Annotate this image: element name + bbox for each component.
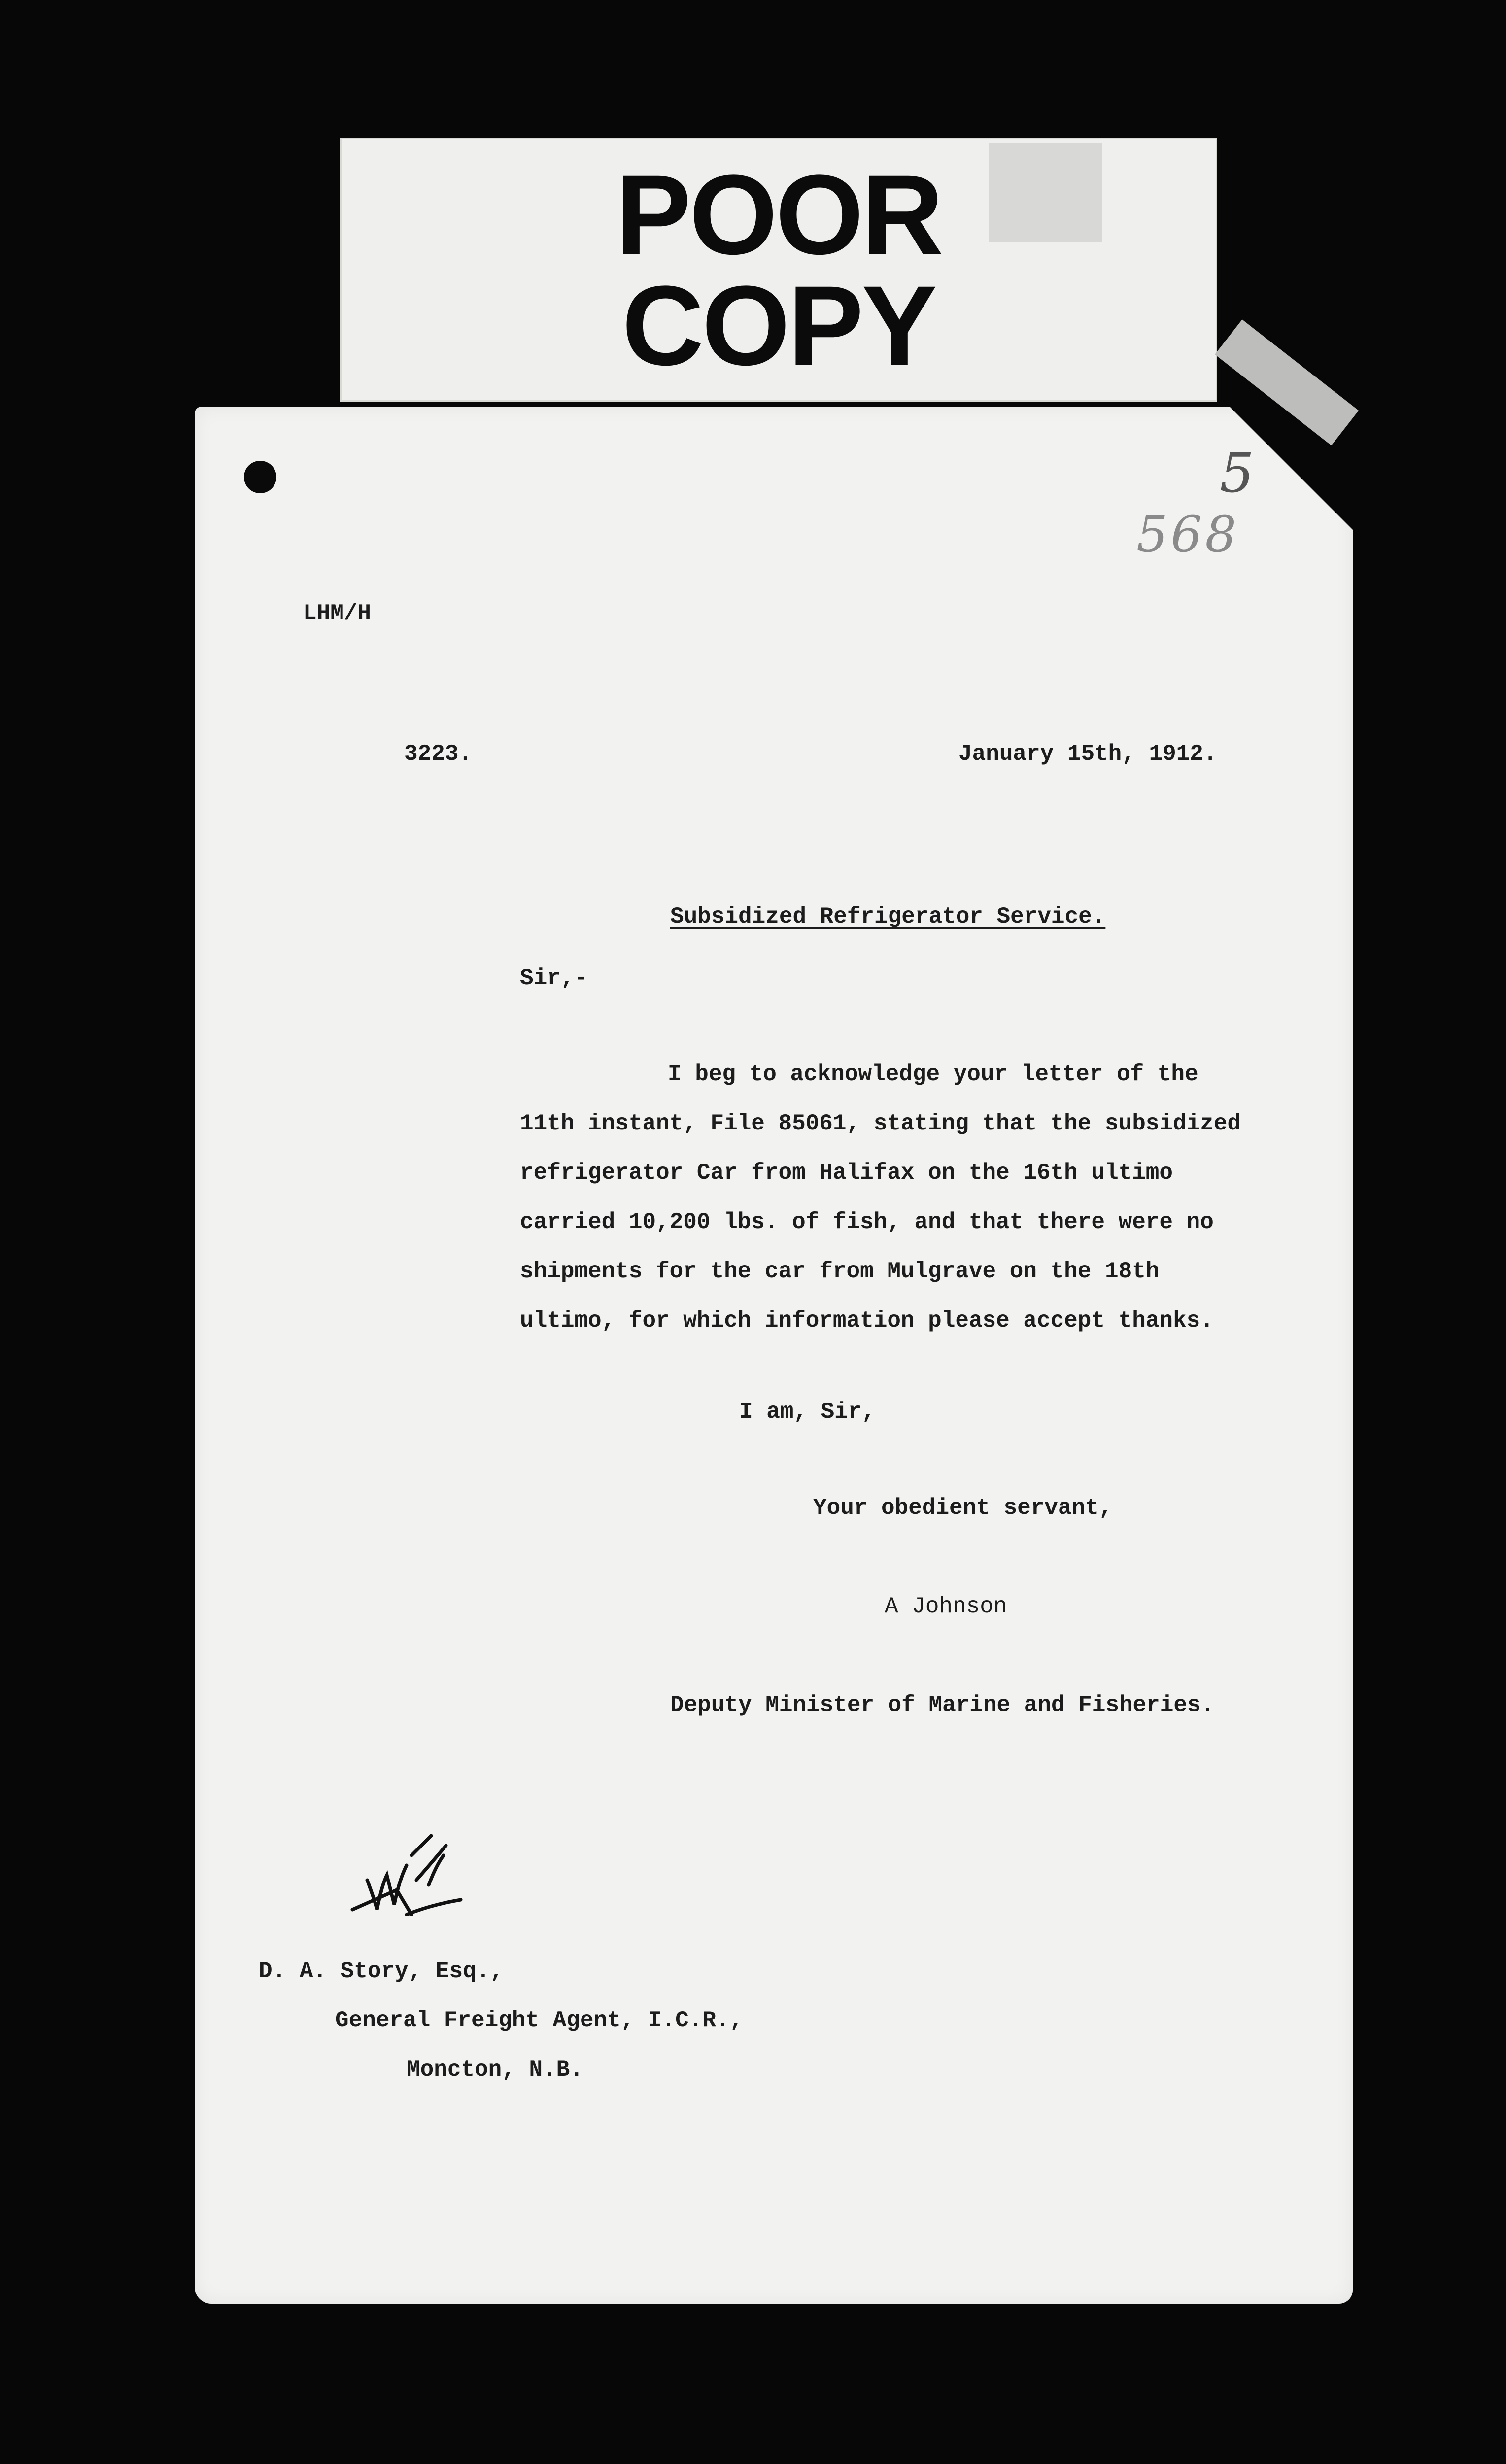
folio-mark: 5 xyxy=(1220,442,1254,505)
letter-date: January 15th, 1912. xyxy=(958,741,1217,767)
poor-copy-line-1: POOR xyxy=(616,151,942,278)
folio-number: 568 xyxy=(1136,506,1239,563)
letter-body xyxy=(520,1050,1333,1345)
signer-title: Deputy Minister of Marine and Fisheries. xyxy=(670,1692,1215,1718)
handwritten-initials xyxy=(338,1826,466,1924)
body-line: I beg to acknowledge your letter of the xyxy=(668,1061,1198,1087)
closing: I am, Sir, xyxy=(739,1399,876,1425)
valediction: Your obedient servant, xyxy=(813,1495,1113,1521)
body-line: carried 10,200 lbs. of fish, and that there were no xyxy=(520,1209,1214,1235)
addressee-name: D. A. Story, Esq., xyxy=(259,1958,504,1984)
body-line: shipments for the car from Mulgrave on the 18th xyxy=(520,1259,1160,1284)
salutation: Sir,- xyxy=(520,965,588,991)
body-line: 11th instant, File 85061, stating that the subsidized xyxy=(520,1111,1241,1136)
poor-copy-banner xyxy=(340,138,1217,402)
reference-initials: LHM/H xyxy=(303,601,372,626)
banner-smudge xyxy=(989,143,1102,242)
addressee-position: General Freight Agent, I.C.R., xyxy=(335,2008,744,2033)
addressee-location: Moncton, N.B. xyxy=(407,2057,583,2083)
body-line: refrigerator Car from Halifax on the 16th ultimo xyxy=(520,1160,1173,1186)
letter-sheet xyxy=(195,407,1353,2304)
signer-name: A Johnson xyxy=(885,1594,1007,1619)
file-number: 3223. xyxy=(404,741,473,767)
poor-copy-line-2: COPY xyxy=(622,262,935,389)
body-line: ultimo, for which information please accept thanks. xyxy=(520,1308,1214,1334)
punch-hole xyxy=(244,461,276,493)
letter-subject: Subsidized Refrigerator Service. xyxy=(670,904,1106,929)
